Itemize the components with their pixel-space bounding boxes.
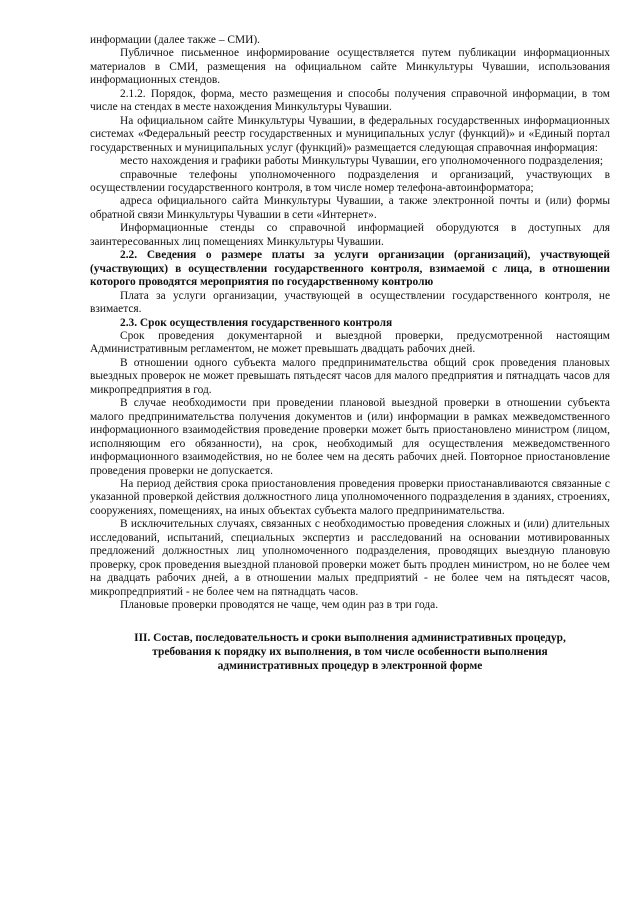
paragraph: место нахождения и графики работы Минкультуры Чувашии, его уполномоченного подразделения; [120, 155, 604, 168]
paragraph: справочные телефоны уполномоченного подразделения и организаций, участвующих в осуществлении государственного контроля, в том числе номер телефона-автоинформатора; [90, 168, 610, 194]
paragraph: информации (далее также – СМИ). [90, 34, 260, 46]
paragraph: 2.1.2. Порядок, форма, место размещения и способы получения справочной информации, в том числе на стендах в месте нахождения Минкультуры Чувашии. [90, 87, 610, 114]
document-page [90, 34, 610, 673]
paragraph: Срок проведения документарной и выездной проверки, предусмотренной настоящим Административным регламентом, не может превышать двадцать рабочих дней. [90, 329, 610, 356]
subsection-heading: 2.2. Сведения о размере платы за услуги организации (организаций), участвующей (участвующих) в осуществлении государственного контроля, взимаемой с лица, в отношении которого проводятся мероприятия по государственному контролю [90, 249, 610, 289]
paragraph: Публичное письменное информирование осуществляется путем публикации информационных материалов в СМИ, размещения на официальном сайте Минкультуры Чувашии, использования информационных стендов. [90, 47, 610, 87]
paragraph: В исключительных случаях, связанных с необходимостью проведения сложных и (или) длительных исследований, испытаний, специальных экспертиз и расследований на основании мотивированных предложений должностных лиц уполномоченного подразделения, проводящих выездную плановую проверку, срок проведения выездной плановой проверки может быть продлен министром, но не более чем на двадцать рабочих дней, а в отношении малых предприятий - не более чем на пятьдесят часов, микропредприятий - не более чем на пятнадцать часов. [90, 518, 610, 598]
paragraph: адреса официального сайта Минкультуры Чувашии, а также электронной почты и (или) формы обратной связи Минкультуры Чувашии в сети «Интернет». [90, 195, 610, 221]
paragraph: Информационные стенды со справочной информацией оборудуются в доступных для заинтересованных лиц помещениях Минкультуры Чувашии. [90, 222, 610, 248]
paragraph: На период действия срока приостановления проведения проверки приостанавливаются связанные с указанной проверкой действия должностного лица уполномоченного подразделения в зданиях, строениях, сооружениях, помещениях, на иных объектах субъекта малого предпринимательства. [90, 477, 610, 517]
paragraph: В случае необходимости при проведении плановой выездной проверки в отношении субъекта малого предпринимательства получения документов и (или) информации в рамках межведомственного информационного взаимодействия проведение проверки может быть приостановлено министром (лицом, исполняющим его обязанности), на срок, необходимый для осуществления межведомственного информационного взаимодействия, но не более чем на десять рабочих дней. Повторное приостановление проведения проверки не допускается. [90, 397, 610, 477]
paragraph: В отношении одного субъекта малого предпринимательства общий срок проведения плановых выездных проверок не может превышать пятьдесят часов для малого предприятия и пятнадцать часов для микропредприятия в год. [90, 356, 610, 396]
spacer [90, 612, 610, 631]
paragraph: Плановые проверки проводятся не чаще, чем один раз в три года. [120, 599, 439, 612]
subsection-heading: 2.3. Срок осуществления государственного контроля [120, 316, 393, 329]
section-heading: III. Состав, последовательность и сроки выполнения административных процедур, требования к порядку их выполнения, в том числе особенности выполнения административных процедур в электронной форме [134, 632, 566, 673]
paragraph: На официальном сайте Минкультуры Чувашии, в федеральных государственных информационных системах «Федеральный реестр государственных и муниципальных услуг (функций)» и «Единый портал государственных и муниципальных услуг (функций)» размещается следующая справочная информация: [90, 114, 610, 154]
paragraph: Плата за услуги организации, участвующей в осуществлении государственного контроля, не взимается. [90, 289, 610, 316]
